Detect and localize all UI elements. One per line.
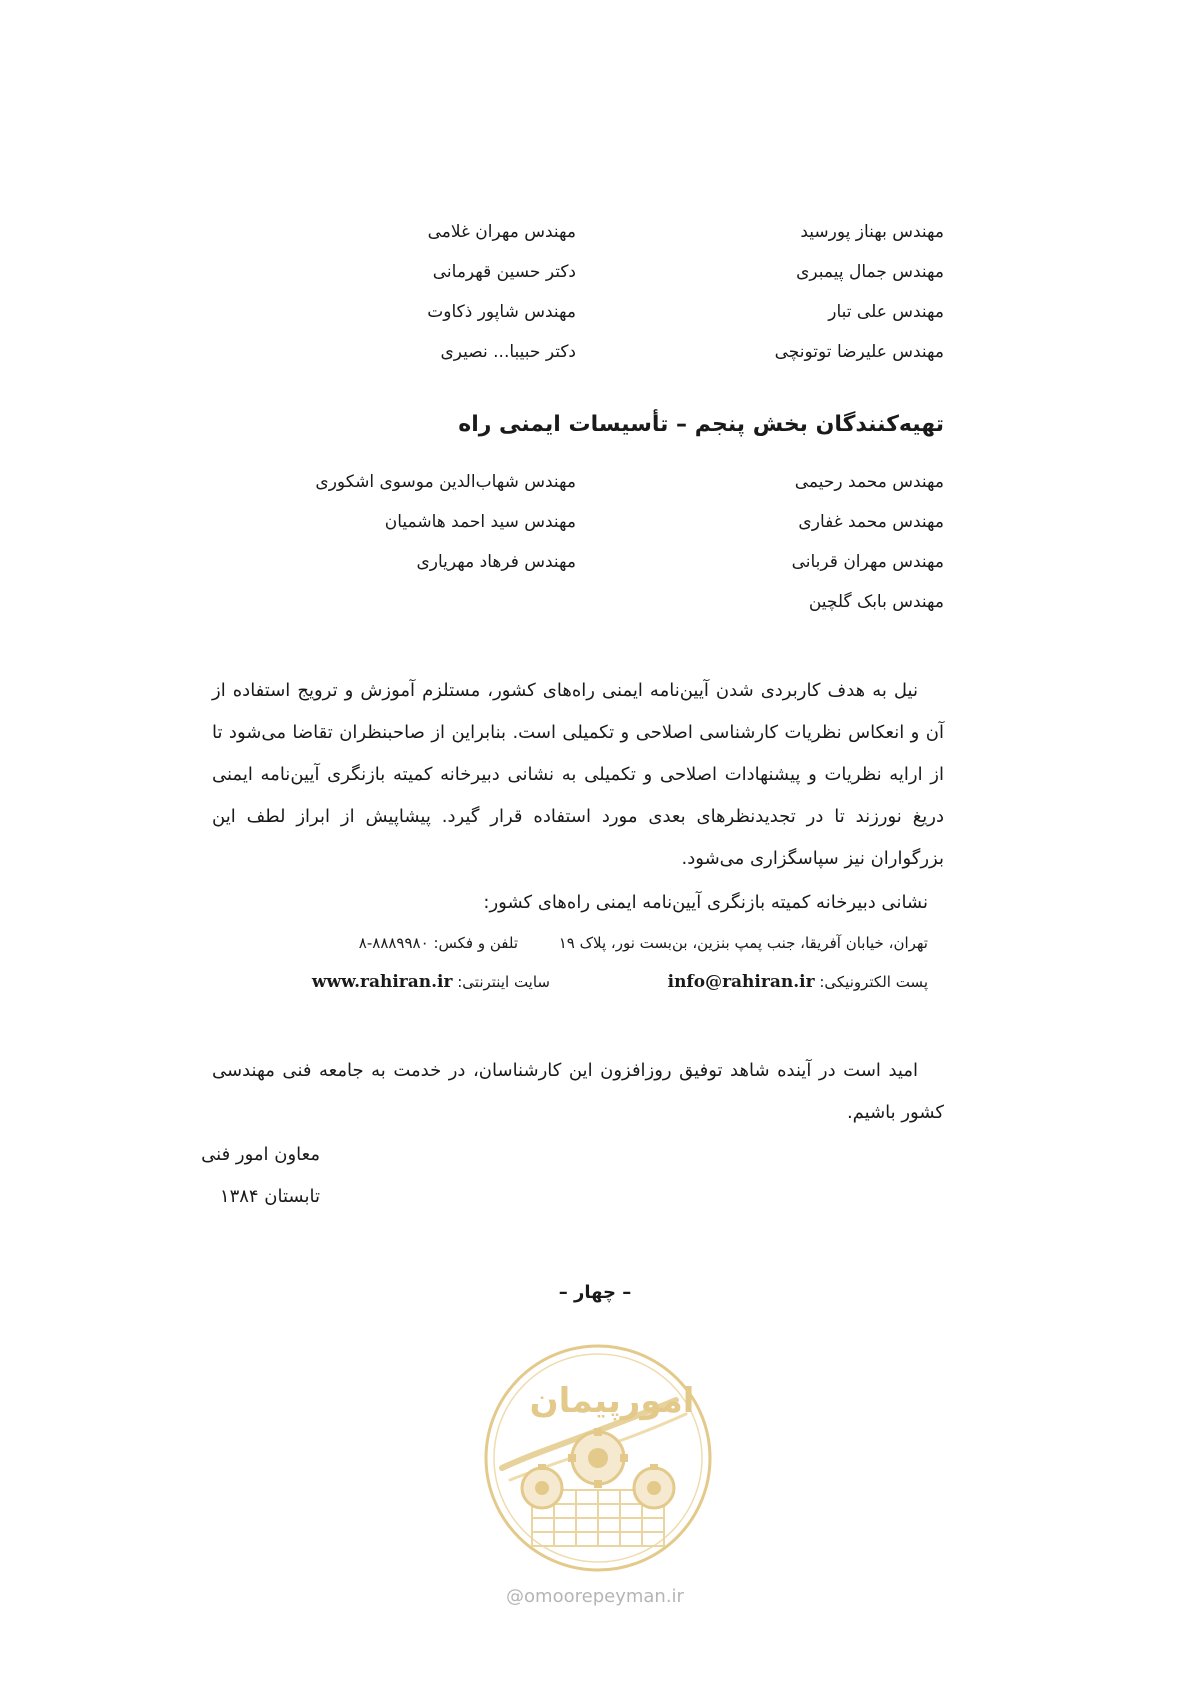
name-item: مهندس بابک گلچین [808, 592, 944, 612]
name-item: مهندس سید احمد هاشمیان [384, 512, 576, 532]
name-item: مهندس محمد رحیمی [794, 472, 944, 492]
paragraph-text: امید است در آینده شاهد توفیق روزافزون این کارشناسان، در خدمت به جامعه فنی مهندسی کشور باشیم. [212, 1060, 944, 1123]
name-item: دکتر حسین قهرمانی [432, 262, 576, 282]
website-label: سایت اینترنتی: [457, 973, 550, 991]
email-line [668, 972, 928, 992]
website-line [312, 972, 550, 992]
name-item: مهندس علیرضا توتونچی [774, 342, 944, 362]
name-item: مهندس بهناز پورسید [800, 222, 944, 242]
name-item: مهندس شهاب‌الدین موسوی اشکوری [315, 472, 576, 492]
name-item: مهندس مهران قربانی [791, 552, 944, 572]
logo-text: امورپیمان [529, 1381, 695, 1421]
name-item: مهندس محمد غفاری [798, 512, 944, 532]
name-item: دکتر حبیبا... نصیری [440, 342, 576, 362]
intro-paragraph [212, 670, 944, 880]
address-street: تهران، خیابان آفریقا، جنب پمپ بنزین، بن‌بست نور، پلاک ۱۹ [558, 934, 928, 952]
signature-date: تابستان ۱۳۸۴ [219, 1186, 320, 1207]
name-item: مهندس شاپور ذکاوت [427, 302, 576, 322]
closing-paragraph [212, 1050, 944, 1134]
name-item: مهندس علی تبار [828, 302, 944, 322]
address-heading: نشانی دبیرخانه کمیته بازنگری آیین‌نامه ایمنی راه‌های کشور: [483, 892, 928, 913]
email-address[interactable]: info@rahiran.ir [667, 972, 815, 992]
omoorepeyman-seal-icon [480, 1340, 716, 1576]
website-address[interactable]: www.rahiran.ir [311, 972, 453, 992]
name-item: مهندس جمال پیمبری [796, 262, 944, 282]
page-number: – چهار – [558, 1282, 632, 1303]
address-phone: تلفن و فکس: ۸۸۸۹۹۸۰-۸ [358, 934, 518, 952]
name-item: مهندس فرهاد مهریاری [416, 552, 576, 572]
section-title: تهیه‌کنندگان بخش پنجم – تأسیسات ایمنی راه [458, 412, 944, 437]
paragraph-text: نیل به هدف کاربردی شدن آیین‌نامه ایمنی راه‌های کشور، مستلزم آموزش و ترویج استفاده از آن و انعکاس نظریات کارشناسی اصلاحی و تکمیلی است. بنابراین از صاحبنظران تقاضا می‌شود تا از ارایه نظریات و پیشنهادات اصلاحی و تکمیلی به نشانی دبیرخانه کمیته بازنگری آیین‌نامه ایمنی دریغ نورزند تا در تجدیدنظرهای بعدی مورد استفاده قرار گیرد. پیشاپیش از ابراز لطف این بزرگواران نیز سپاسگزاری می‌شود. [212, 680, 944, 869]
name-item: مهندس مهران غلامی [427, 222, 576, 242]
watermark-text: @omoorepeyman.ir [506, 1586, 684, 1607]
email-label: پست الکترونیکی: [819, 973, 928, 991]
signature-office: معاون امور فنی [201, 1144, 320, 1165]
